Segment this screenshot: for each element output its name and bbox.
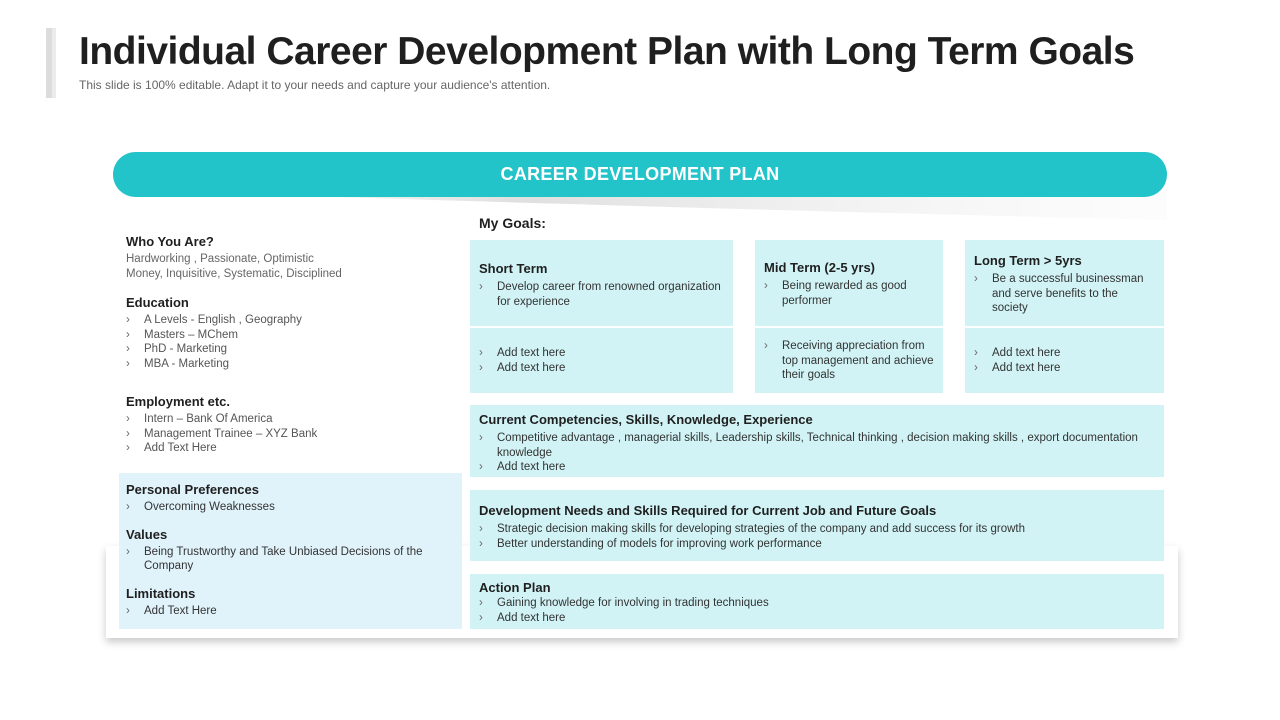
list-item: › Gaining knowledge for involving in trading techniques — [479, 596, 1156, 611]
banner-group — [113, 152, 1167, 222]
list-item: › Be a successful businessman and serve benefits to the society — [974, 272, 1156, 316]
long-term-extra-list — [974, 346, 1156, 375]
list-item: › Management Trainee – XYZ Bank — [126, 427, 456, 442]
list-item: › MBA - Marketing — [126, 357, 456, 372]
short-term-heading: Short Term — [479, 261, 548, 276]
long-term-list — [974, 272, 1156, 316]
long-term-heading: Long Term > 5yrs — [974, 253, 1082, 268]
career-plan-banner: CAREER DEVELOPMENT PLAN — [113, 152, 1167, 197]
goals-label: My Goals: — [479, 215, 546, 231]
list-item: › Masters – MChem — [126, 328, 456, 343]
short-term-extra-list — [479, 346, 725, 375]
list-item: › Add text here — [974, 361, 1156, 376]
list-item: › PhD - Marketing — [126, 342, 456, 357]
mid-term-extra-list — [764, 339, 935, 383]
action-plan-cell — [470, 574, 1164, 629]
values-heading: Values — [126, 526, 168, 542]
limitations-heading: Limitations — [126, 585, 196, 601]
page-subtitle: This slide is 100% editable. Adapt it to your needs and capture your audience's attention. — [79, 78, 551, 92]
mid-term-heading: Mid Term (2-5 yrs) — [764, 260, 876, 275]
list-item: › Add text here — [479, 361, 725, 376]
profile-column — [126, 234, 456, 456]
list-item: › Add Text Here — [126, 604, 454, 619]
list-item: › Being rewarded as good performer — [764, 279, 935, 308]
who-section — [126, 234, 456, 281]
development-list — [479, 522, 1156, 551]
who-line: Money, Inquisitive, Systematic, Disciplined — [126, 267, 342, 280]
list-item: › A Levels - English , Geography — [126, 313, 456, 328]
mid-term-cell — [755, 240, 943, 326]
competencies-heading: Current Competencies, Skills, Knowledge, Experience — [479, 412, 813, 427]
list-item: › Add Text Here — [126, 441, 456, 456]
who-line: Hardworking , Passionate, Optimistic — [126, 253, 314, 265]
list-item: › Add text here — [479, 346, 725, 361]
page-title: Individual Career Development Plan with Long Term Goals — [79, 30, 1135, 73]
development-heading: Development Needs and Skills Required for Current Job and Future Goals — [479, 503, 937, 518]
preferences-heading: Personal Preferences — [126, 482, 259, 497]
development-cell — [470, 490, 1164, 561]
list-item: › Overcoming Weaknesses — [126, 500, 454, 515]
preferences-list — [126, 500, 454, 515]
list-item: › Intern – Bank Of America — [126, 412, 456, 427]
long-term-cell — [965, 240, 1164, 326]
employment-heading: Employment etc. — [126, 394, 231, 409]
short-term-extra-cell — [470, 328, 733, 393]
short-term-cell — [470, 240, 733, 326]
preferences-box — [119, 473, 462, 629]
employment-list — [126, 412, 456, 456]
list-item: › Add text here — [479, 460, 1156, 475]
mid-term-list — [764, 279, 935, 308]
competencies-cell — [470, 405, 1164, 477]
education-section — [126, 295, 456, 371]
action-plan-heading: Action Plan — [479, 580, 551, 595]
list-item: › Being Trustworthy and Take Unbiased Decisions of the Company — [126, 545, 454, 574]
education-list — [126, 313, 456, 371]
list-item: › Add text here — [479, 611, 1156, 626]
list-item: › Better understanding of models for improving work performance — [479, 537, 1156, 552]
competencies-list — [479, 431, 1156, 475]
list-item: › Competitive advantage , managerial skills, Leadership skills, Technical thinking , decision making skills , export documentation knowledge — [479, 431, 1156, 460]
who-heading: Who You Are? — [126, 234, 214, 249]
limitations-list — [126, 604, 454, 619]
title-accent-bar — [46, 28, 56, 98]
mid-term-extra-cell — [755, 328, 943, 393]
list-item: › Strategic decision making skills for developing strategies of the company and add success for its growth — [479, 522, 1156, 537]
education-heading: Education — [126, 295, 189, 310]
list-item: › Receiving appreciation from top management and achieve their goals — [764, 339, 935, 383]
list-item: › Develop career from renowned organization for experience — [479, 280, 725, 309]
values-list — [126, 545, 454, 574]
list-item: › Add text here — [974, 346, 1156, 361]
employment-section — [126, 394, 456, 456]
long-term-extra-cell — [965, 328, 1164, 393]
short-term-list — [479, 280, 725, 309]
action-plan-list — [479, 596, 1156, 625]
